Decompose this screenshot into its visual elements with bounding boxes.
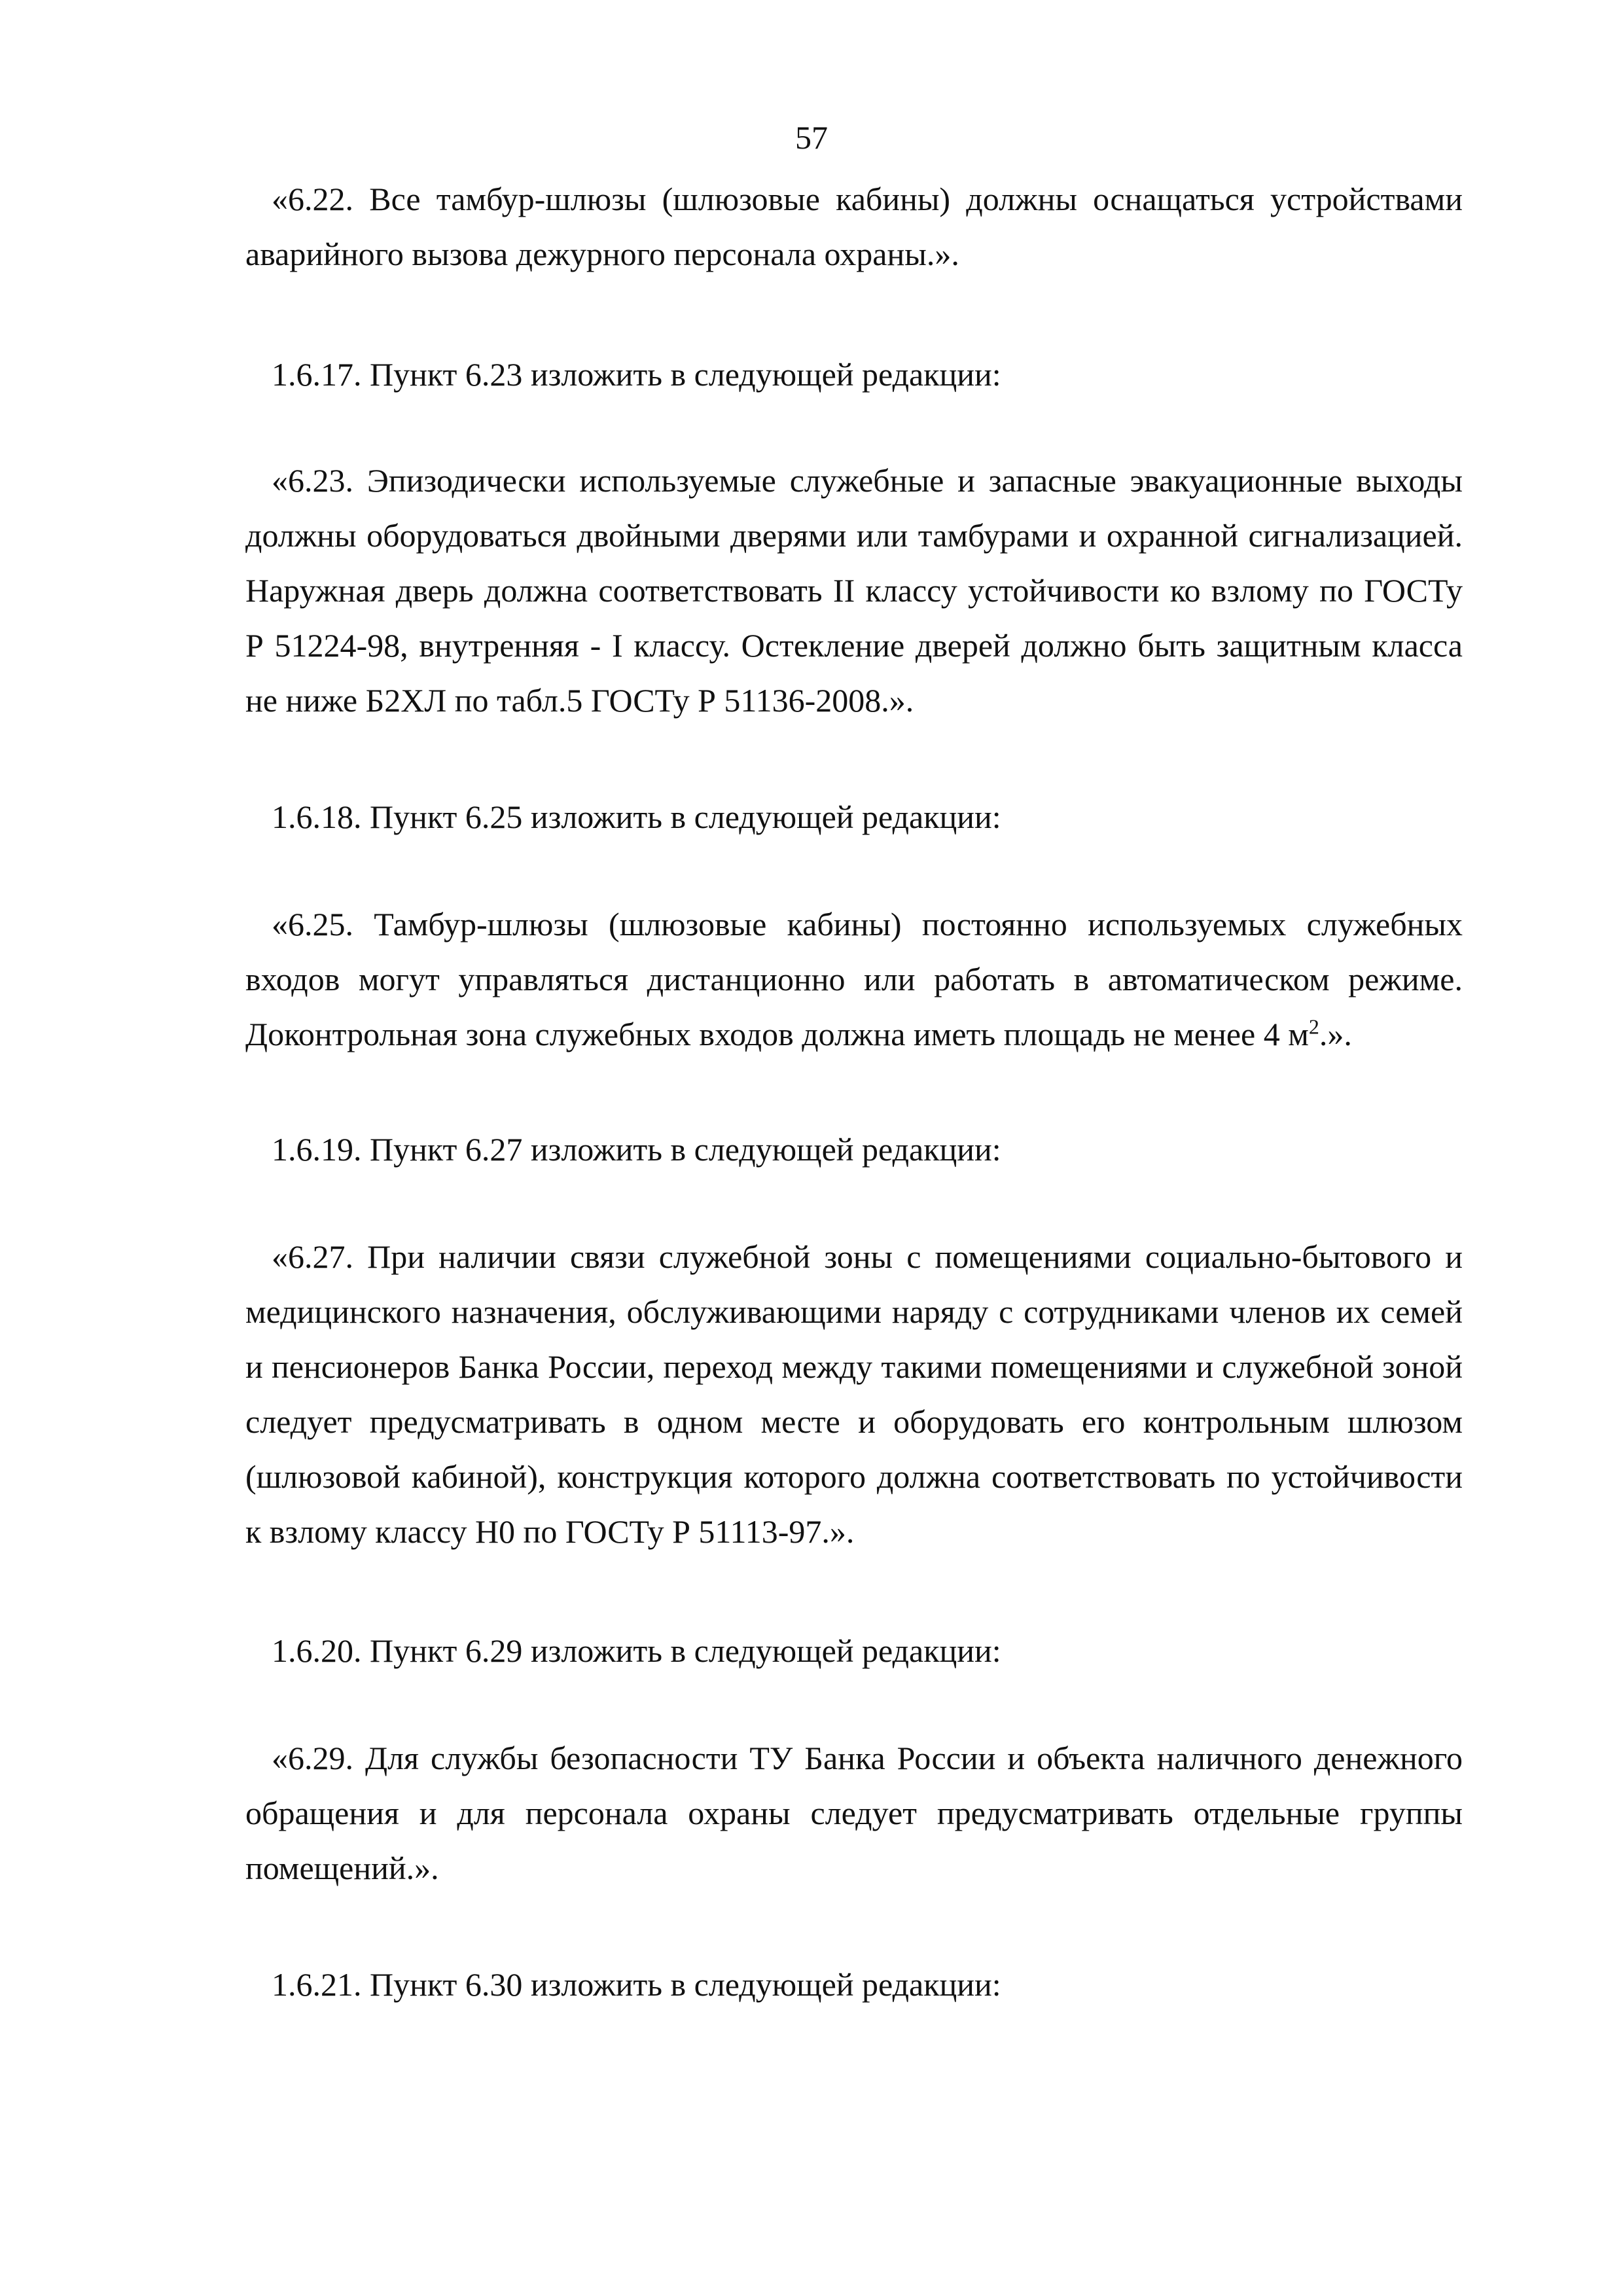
heading-1-6-20: 1.6.20. Пункт 6.29 изложить в следующей редакции: — [272, 1632, 1001, 1669]
paragraph-6-27: «6.27. При наличии связи служебной зоны с помещениями социально-бытового и медицинского назначения, обслуживающими наряду с сотрудниками членов их семей и пенсионеров Банка России, переход между такими помещениями и служебной зоной следует предусматривать в одном месте и оборудовать его контрольным шлюзом (шлюзовой кабиной), конструкция которого должна соответствовать по устойчивости к взлому классу Н0 по ГОСТу Р 51113-97.». — [245, 1238, 1463, 1550]
paragraph-6-29: «6.29. Для службы безопасности ТУ Банка России и объекта наличного денежного обращения и для персонала охраны следует предусматривать отдельные группы помещений.». — [245, 1740, 1463, 1886]
heading-1-6-17: 1.6.17. Пункт 6.23 изложить в следующей редакции: — [272, 356, 1001, 393]
paragraph-6-25-text: «6.25. Тамбур-шлюзы (шлюзовые кабины) постоянно используемых служебных входов могут управляться дистанционно или работать в автоматическом режиме. Доконтрольная зона служебных входов должна иметь площадь не менее 4 м — [245, 906, 1463, 1052]
paragraph-6-23: «6.23. Эпизодически используемые служебные и запасные эвакуационные выходы должны оборудоваться двойными дверями или тамбурами и охранной сигнализацией. Наружная дверь должна соответствовать II классу устойчивости ко взлому по ГОСТу Р 51224-98, внутренняя - I классу. Остекление дверей должно быть защитным класса не ниже Б2ХЛ по табл.5 ГОСТу Р 51136-2008.». — [245, 462, 1463, 719]
heading-1-6-19: 1.6.19. Пункт 6.27 изложить в следующей редакции: — [272, 1131, 1001, 1168]
superscript-two: 2 — [1308, 1014, 1319, 1039]
page-number: 57 — [795, 119, 828, 156]
paragraph-6-25-text-end: .». — [1319, 1016, 1352, 1052]
heading-1-6-21: 1.6.21. Пункт 6.30 изложить в следующей редакции: — [272, 1966, 1001, 2003]
heading-1-6-18: 1.6.18. Пункт 6.25 изложить в следующей редакции: — [272, 798, 1001, 835]
paragraph-6-22: «6.22. Все тамбур-шлюзы (шлюзовые кабины) должны оснащаться устройствами аварийного вызова дежурного персонала охраны.». — [245, 181, 1463, 272]
paragraph-6-25 — [245, 897, 1463, 1062]
